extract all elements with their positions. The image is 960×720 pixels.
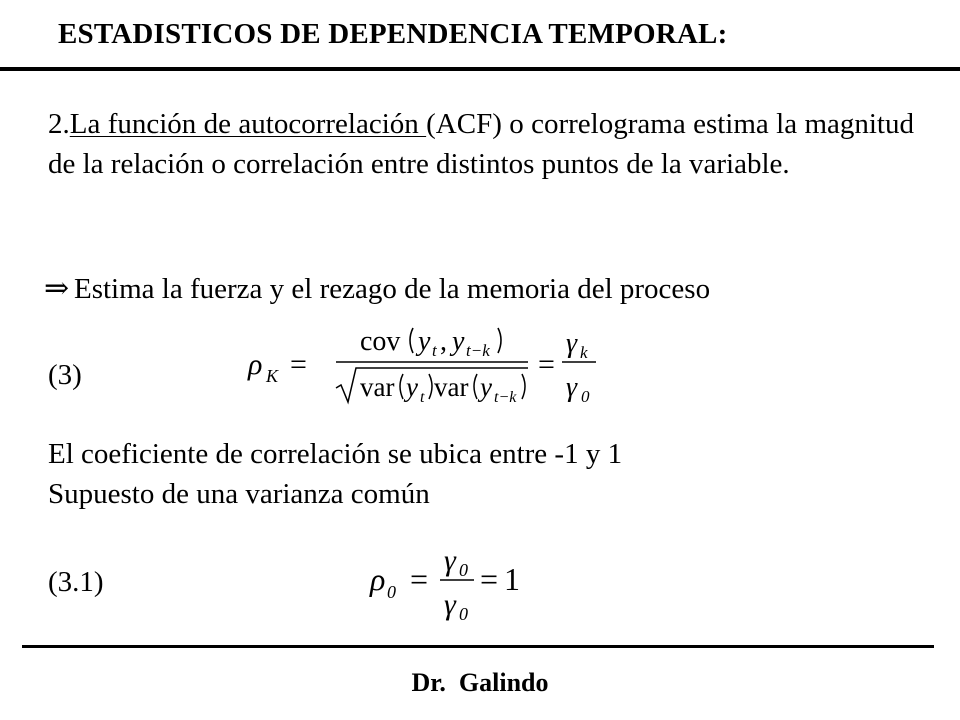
gamma-0-denominator-subscript: 0 [459, 604, 468, 624]
gamma-0-symbol: γ [566, 372, 578, 403]
svg-text:t−k: t−k [494, 389, 517, 406]
gamma-0-numerator: γ [444, 544, 456, 577]
svg-text:=: = [538, 348, 555, 381]
implication-line [44, 271, 710, 306]
acf-formula [240, 316, 610, 408]
paragraph-number: 2. [48, 108, 70, 140]
gamma-0-subscript: 0 [581, 387, 590, 406]
svg-text:y: y [480, 372, 492, 402]
gamma-0-numerator-subscript: 0 [459, 560, 468, 580]
svg-text:y: y [452, 326, 465, 357]
svg-text:t: t [420, 389, 425, 406]
equation-3-label: (3) [48, 359, 82, 391]
gamma-k-subscript: k [580, 343, 588, 362]
svg-text:t−k: t−k [466, 341, 490, 360]
svg-text:var: var [360, 372, 395, 402]
footer-author: Dr. Galindo [411, 668, 549, 697]
svg-text:y: y [418, 326, 431, 357]
rho-0-symbol: ρ [370, 561, 386, 597]
correlation-range-text: El coeficiente de correlación se ubica entre -1 y 1 [48, 438, 623, 470]
page-title: ESTADISTICOS DE DEPENDENCIA TEMPORAL: [58, 18, 728, 50]
equation-3-1-label: (3.1) [48, 566, 104, 598]
rho-zero-formula [362, 540, 532, 630]
svg-text:=: = [290, 348, 307, 381]
svg-text:t: t [432, 341, 437, 360]
svg-text:cov: cov [360, 326, 401, 357]
rho-k-subscript: K [266, 366, 279, 386]
gamma-0-denominator: γ [444, 588, 456, 621]
rho-0-subscript: 0 [387, 582, 396, 602]
implication-text: Estima la fuerza y el rezago de la memoria del proceso [74, 273, 711, 305]
acf-term: La función de autocorrelación [69, 108, 427, 140]
footer-divider [22, 645, 934, 648]
result-one: 1 [504, 561, 520, 597]
header-divider [0, 67, 960, 71]
gamma-k-symbol: γ [566, 328, 578, 359]
svg-text:var: var [434, 372, 469, 402]
svg-text:,: , [440, 326, 447, 357]
svg-text:=: = [480, 561, 499, 597]
paragraph-text: (ACF) o correlograma estima la magnitud de la relación o correlación entre distintos puntos de la variable. [48, 108, 914, 180]
svg-text:=: = [410, 561, 429, 597]
acf-definition-paragraph [48, 104, 914, 184]
common-variance-text: Supuesto de una varianza común [48, 478, 430, 510]
rho-k-symbol: ρ [248, 348, 263, 381]
svg-text:y: y [406, 372, 418, 402]
implies-arrow-icon: ⇒ [44, 272, 68, 305]
